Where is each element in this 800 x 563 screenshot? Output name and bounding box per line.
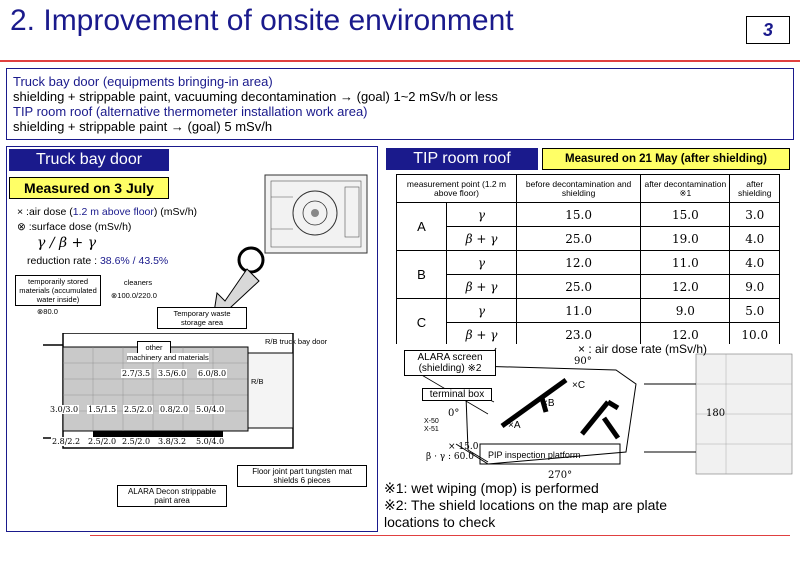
column-header: before decontamination and shielding xyxy=(517,175,641,203)
table-row xyxy=(397,251,780,275)
page-title: 2. Improvement of onsite environment xyxy=(10,4,514,37)
table-cell: 15.0 xyxy=(641,203,730,227)
label-machinery: machinery and materials xyxy=(127,353,209,362)
point-label: B xyxy=(397,251,447,299)
label-pip-platform: PIP inspection platform xyxy=(488,450,581,460)
legend-ratio: γ ∕ β + γ xyxy=(37,235,97,251)
table-cell: 25.0 xyxy=(517,227,641,251)
label-terminal-box: terminal box xyxy=(422,388,492,401)
measurement: 2.5/2.0 xyxy=(88,437,117,446)
angle-180: 180 xyxy=(706,408,726,419)
table-cell: 5.0 xyxy=(730,299,780,323)
air-dose-legend: × : air dose rate (mSv/h) xyxy=(578,342,708,356)
footnotes xyxy=(384,480,667,531)
marker-c: ×C xyxy=(572,380,586,391)
table-cell: 23.0 xyxy=(517,323,641,347)
tip-room-dose-table xyxy=(396,174,780,347)
footnote-2-cont: locations to check xyxy=(384,514,496,530)
table-row xyxy=(397,227,780,251)
table-cell: 12.0 xyxy=(641,275,730,299)
dose-type: γ xyxy=(447,299,517,323)
angle-0: 0° xyxy=(448,408,460,419)
dose-type: γ xyxy=(447,251,517,275)
label-temp-waste: Temporary waste storage area xyxy=(157,307,247,329)
tip-room-header: TIP room roof xyxy=(386,148,538,170)
column-header: measurement point (1.2 m above floor) xyxy=(397,175,517,203)
table-row xyxy=(397,275,780,299)
table-cell: 12.0 xyxy=(641,323,730,347)
measurement: 3.5/6.0 xyxy=(158,369,187,378)
dose-type: γ xyxy=(447,203,517,227)
dose-type: β + γ xyxy=(447,227,517,251)
point-label: C xyxy=(397,299,447,347)
table-cell: 11.0 xyxy=(641,251,730,275)
label-other: other xyxy=(137,341,171,354)
measurement: 0.8/2.0 xyxy=(160,405,189,414)
table-cell: 4.0 xyxy=(730,251,780,275)
dose-type: β + γ xyxy=(447,275,517,299)
footnote-2: ※2: The shield locations on the map are plate xyxy=(384,497,668,513)
footnote-1: ※1: wet wiping (mop) is performed xyxy=(384,480,599,496)
legend-air-dose: × :air dose (1.2 m above floor) (mSv/h) xyxy=(17,206,198,218)
measurement: 2.8/2.2 xyxy=(52,437,81,446)
truck-bay-panel xyxy=(6,146,378,532)
bottom-divider xyxy=(90,535,790,536)
label-floor-joint: Floor joint part tungsten mat shields 6 pieces xyxy=(237,465,367,487)
table-cell: 3.0 xyxy=(730,203,780,227)
table-cell: 15.0 xyxy=(517,203,641,227)
value-cleaners: ⊗100.0/220.0 xyxy=(111,291,157,300)
marker-a: ×A xyxy=(508,420,521,431)
table-cell: 11.0 xyxy=(517,299,641,323)
measurement: 2.5/2.0 xyxy=(122,437,151,446)
measurement: 5.0/4.0 xyxy=(196,437,225,446)
summary-line-4: shielding + strippable paint → (goal) 5 mSv/h xyxy=(13,119,273,134)
table-header-row xyxy=(397,175,780,203)
value-temp-stored: ⊗80.0 xyxy=(37,307,58,316)
summary-line-1: Truck bay door (equipments bringing-in area) xyxy=(13,74,273,89)
building-overview-sketch xyxy=(257,167,375,257)
measurement: 2.7/3.5 xyxy=(122,369,151,378)
dose-beta-gamma: β · γ : 60.0 xyxy=(426,452,474,462)
point-label: A xyxy=(397,203,447,251)
dose-type: β + γ xyxy=(447,323,517,347)
measurement: 3.8/3.2 xyxy=(158,437,187,446)
angle-90: 90° xyxy=(574,356,592,367)
page-number: 3 xyxy=(746,16,790,44)
truck-bay-header: Truck bay door xyxy=(9,149,169,171)
label-cleaners: cleaners xyxy=(123,278,153,287)
label-x50: X-50 xyxy=(424,418,439,425)
measurement: 5.0/4.0 xyxy=(196,405,225,414)
column-header: after decontamination ※1 xyxy=(641,175,730,203)
table-cell: 12.0 xyxy=(517,251,641,275)
truck-bay-floor-plan xyxy=(43,333,333,453)
table-row xyxy=(397,203,780,227)
measurement: 6.0/8.0 xyxy=(198,369,227,378)
table-cell: 19.0 xyxy=(641,227,730,251)
title-divider xyxy=(0,60,800,62)
table-cell: 10.0 xyxy=(730,323,780,347)
marker-b: ×B xyxy=(542,398,555,409)
summary-line-2: shielding + strippable paint, vacuuming decontamination → (goal) 1~2 mSv/h or less xyxy=(13,89,498,104)
reduction-rate: reduction rate : 38.6% / 43.5% xyxy=(27,255,169,267)
table-cell: 4.0 xyxy=(730,227,780,251)
truck-bay-measured-date: Measured on 3 July xyxy=(9,177,169,199)
label-alara-decon: ALARA Decon strippable paint area xyxy=(117,485,227,507)
table-cell: 9.0 xyxy=(730,275,780,299)
legend-surface-dose: ⊗ :surface dose (mSv/h) xyxy=(17,221,132,233)
label-x51: X-51 xyxy=(424,426,439,433)
measurement: 1.5/1.5 xyxy=(88,405,117,414)
column-header: after shielding xyxy=(730,175,780,203)
table-cell: 9.0 xyxy=(641,299,730,323)
label-alara-screen: ALARA screen (shielding) ※2 xyxy=(404,350,496,376)
dose-gamma: × 15.0 xyxy=(448,442,479,452)
summary-box xyxy=(6,68,794,140)
label-temp-stored: temporarily stored materials (accumulated water inside) xyxy=(15,275,101,306)
label-rb-door: R/B truck bay door xyxy=(265,337,328,346)
angle-270: 270° xyxy=(548,470,573,481)
summary-line-3: TIP room roof (alternative thermometer installation work area) xyxy=(13,104,368,119)
table-row xyxy=(397,299,780,323)
tip-room-measured-date: Measured on 21 May (after shielding) xyxy=(542,148,790,170)
measurement: 2.5/2.0 xyxy=(124,405,153,414)
rb-mark: R/B xyxy=(251,377,264,386)
measurement: 3.0/3.0 xyxy=(50,405,79,414)
table-cell: 25.0 xyxy=(517,275,641,299)
